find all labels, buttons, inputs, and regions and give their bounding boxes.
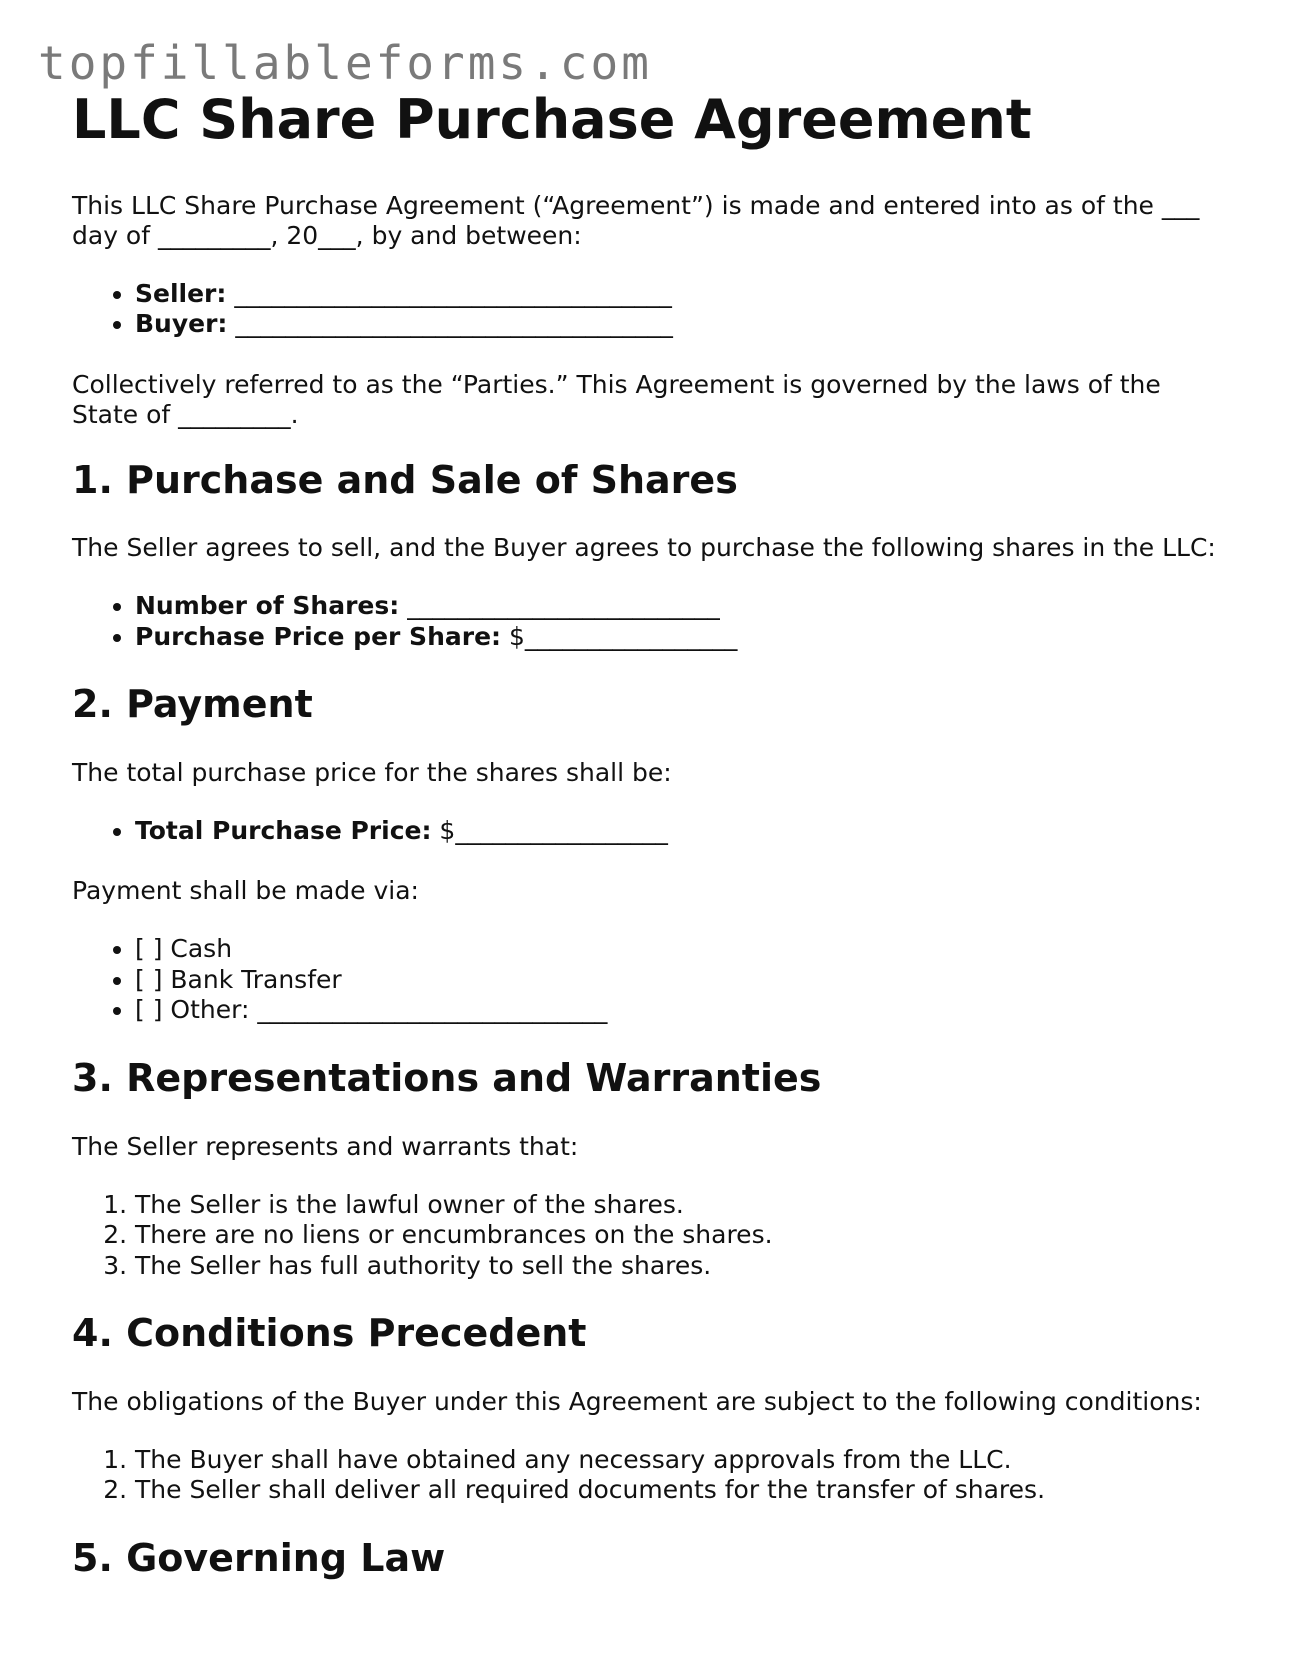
section-heading-3: 3. Representations and Warranties <box>72 1055 822 1100</box>
item-blank: _________________________ <box>399 591 720 621</box>
list-item: 1. The Seller is the lawful owner of the shares. <box>135 1190 1232 1221</box>
section-1-text: The Seller agrees to sell, and the Buyer agrees to purchase the following shares in the LLC: <box>72 533 1216 563</box>
party-blank: ___________________________________ <box>227 309 673 339</box>
document <box>72 88 1232 1611</box>
section-3-text: The Seller represents and warrants that: <box>72 1131 579 1161</box>
section-heading-2: 2. Payment <box>72 682 313 727</box>
list-item <box>135 816 1232 847</box>
payment-method-text: Payment shall be made via: <box>72 876 419 906</box>
list-item: 2. The Seller shall deliver all required documents for the transfer of shares. <box>135 1475 1232 1506</box>
section-heading-5: 5. Governing Law <box>72 1535 446 1580</box>
list-item: 1. The Buyer shall have obtained any necessary approvals from the LLC. <box>135 1445 1232 1476</box>
list-item <box>135 591 1232 622</box>
parties-list <box>72 279 1232 340</box>
payment-method-bank-transfer: • [ ] Bank Transfer <box>135 965 1232 996</box>
section-2-text: The total purchase price for the shares shall be: <box>72 757 672 787</box>
section-heading-4: 4. Conditions Precedent <box>72 1311 587 1356</box>
party-label: Seller: <box>135 278 227 308</box>
total-price-list <box>72 816 1232 847</box>
payment-method-cash: • [ ] Cash <box>135 934 1232 965</box>
party-buyer <box>135 309 1232 340</box>
item-label: Purchase Price per Share: <box>135 621 502 651</box>
payment-method-other: • [ ] Other: ____________________________ <box>135 995 1232 1026</box>
conditions-list <box>72 1445 1232 1506</box>
payment-methods-list <box>72 934 1232 1026</box>
party-seller <box>135 279 1232 310</box>
shares-list <box>72 591 1232 652</box>
intro-paragraph: This LLC Share Purchase Agreement (“Agreement”) is made and entered into as of the ___ day of _________, 20___, by and between: <box>72 190 1200 250</box>
warranties-list <box>72 1190 1232 1282</box>
party-label: Buyer: <box>135 309 228 339</box>
list-item: 3. The Seller has full authority to sell the shares. <box>135 1251 1232 1282</box>
party-blank: ___________________________________ <box>226 278 672 308</box>
list-item <box>135 622 1232 653</box>
item-label: Total Purchase Price: <box>135 815 432 845</box>
item-blank: $_________________ <box>431 815 668 845</box>
list-item: 2. There are no liens or encumbrances on the shares. <box>135 1220 1232 1251</box>
document-title: LLC Share Purchase Agreement <box>72 88 1032 151</box>
section-heading-1: 1. Purchase and Sale of Shares <box>72 457 738 502</box>
section-4-text: The obligations of the Buyer under this Agreement are subject to the following conditions: <box>72 1386 1202 1416</box>
item-blank: $_________________ <box>501 621 738 651</box>
item-label: Number of Shares: <box>135 591 400 621</box>
watermark: topfillableforms.com <box>38 36 652 90</box>
collective-paragraph: Collectively referred to as the “Parties.” This Agreement is governed by the laws of the State of _________. <box>72 369 1161 429</box>
